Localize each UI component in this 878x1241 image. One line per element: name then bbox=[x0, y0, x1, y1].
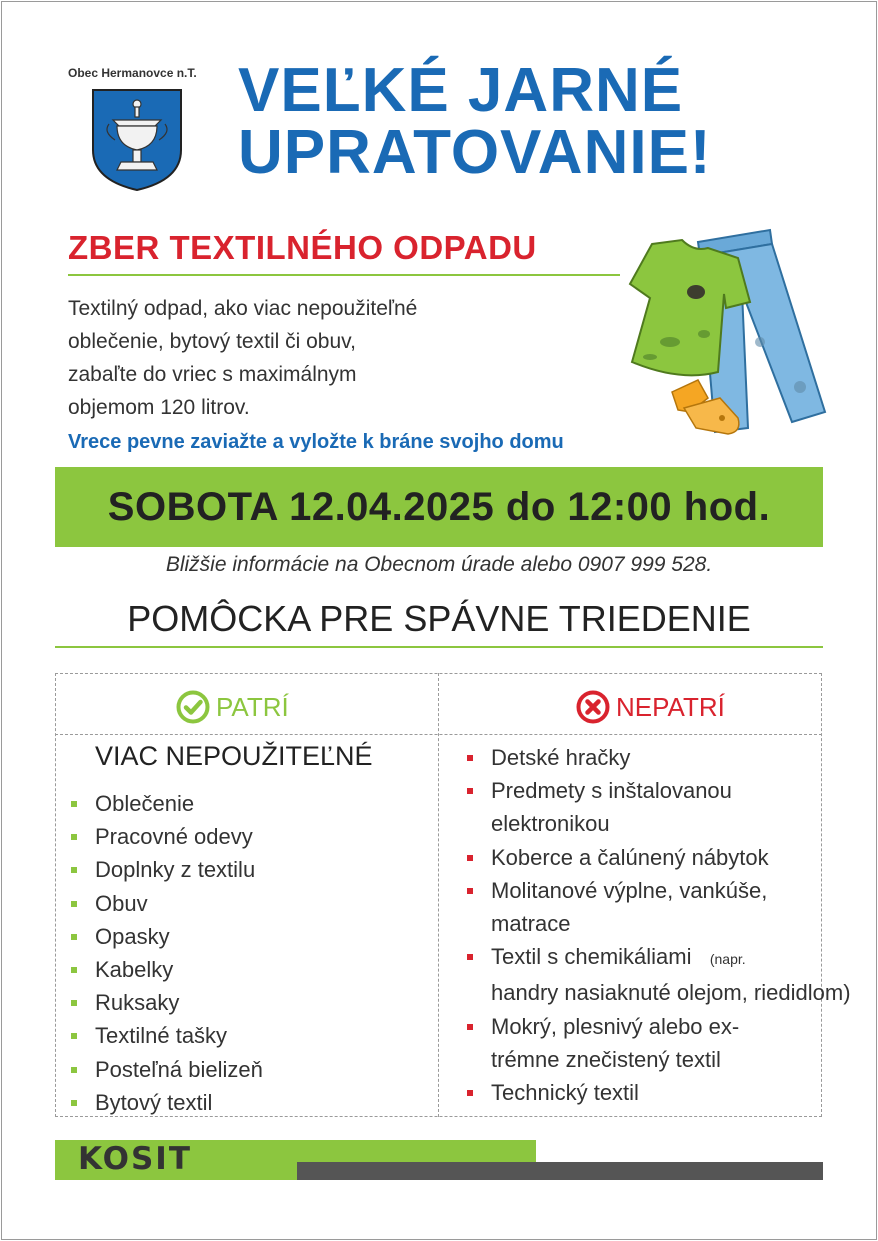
list-item: Koberce a čalúnený nábytok bbox=[467, 841, 851, 874]
main-title-line1: VEĽKÉ JARNÉ bbox=[238, 56, 684, 125]
instruction: Vrece pevne zaviažte a vyložte k bráne svojho domu bbox=[68, 431, 564, 453]
belongs-list bbox=[71, 787, 263, 1119]
table-header-divider bbox=[55, 734, 822, 735]
list-item: Kabelky bbox=[71, 953, 263, 986]
info-text: Bližšie informácie na Obecnom úrade alebo 0907 999 528. bbox=[165, 553, 713, 576]
list-item: Technický textil bbox=[467, 1076, 851, 1109]
list-item-continuation: matrace bbox=[491, 911, 571, 937]
subtitle: ZBER TEXTILNÉHO ODPADU bbox=[68, 229, 537, 266]
municipality-name: Obec Hermanovce n.T. bbox=[68, 66, 197, 80]
belongs-header-label: PATRÍ bbox=[216, 691, 289, 722]
list-item: Detské hračky bbox=[467, 741, 851, 774]
description bbox=[68, 292, 548, 424]
list-item: Bytový textil bbox=[71, 1086, 263, 1119]
clothes-illustration-icon bbox=[620, 222, 835, 447]
list-item: Obuv bbox=[71, 887, 263, 920]
subtitle-divider bbox=[68, 274, 620, 276]
not-belongs-header bbox=[576, 688, 725, 726]
coat-of-arms-icon bbox=[91, 88, 183, 192]
list-item: Mokrý, plesnivý alebo ex- bbox=[467, 1010, 851, 1043]
kosit-logo: KOSIT bbox=[78, 1141, 192, 1177]
description-line: oblečenie, bytový textil či obuv, bbox=[68, 330, 356, 353]
x-circle-icon bbox=[576, 690, 610, 724]
not-belongs-list bbox=[467, 741, 851, 1109]
list-item: Molitanové výplne, vankúše, bbox=[467, 874, 851, 907]
not-belongs-header-label: NEPATRÍ bbox=[616, 691, 725, 722]
list-item-continuation: elektronikou bbox=[491, 811, 610, 837]
list-item-note: handry nasiaknuté olejom, riedidlom) bbox=[491, 980, 851, 1006]
description-line: objemom 120 litrov. bbox=[68, 396, 250, 419]
check-circle-icon bbox=[176, 690, 210, 724]
list-item: Posteľná bielizeň bbox=[71, 1053, 263, 1086]
main-title-line2: UPRATOVANIE! bbox=[238, 118, 712, 187]
guide-divider bbox=[55, 646, 823, 648]
list-item-note: (napr. bbox=[709, 951, 746, 968]
footer-gray-bar bbox=[297, 1162, 823, 1180]
belongs-header bbox=[176, 688, 289, 726]
description-line: Textilný odpad, ako viac nepoužiteľné bbox=[68, 297, 418, 320]
list-item-text: Textil s chemikáliami bbox=[491, 944, 692, 970]
list-item: Opasky bbox=[71, 920, 263, 953]
main-title bbox=[238, 56, 838, 187]
belongs-subheading: VIAC NEPOUŽITEĽNÉ bbox=[95, 741, 373, 771]
list-item: Oblečenie bbox=[71, 787, 263, 820]
date-banner-text: SOBOTA 12.04.2025 do 12:00 hod. bbox=[107, 485, 771, 529]
list-item-continuation: trémne znečistený textil bbox=[491, 1046, 721, 1072]
list-item: Textilné tašky bbox=[71, 1019, 263, 1052]
table-column-divider bbox=[438, 673, 439, 1117]
list-item: Predmety s inštalovanou bbox=[467, 774, 851, 807]
description-line: zabaľte do vriec s maximálnym bbox=[68, 363, 357, 386]
list-item: Pracovné odevy bbox=[71, 820, 263, 853]
list-item: Ruksaky bbox=[71, 986, 263, 1019]
list-item: Doplnky z textilu bbox=[71, 853, 263, 886]
guide-title: POMÔCKA PRE SPÁVNE TRIEDENIE bbox=[127, 598, 751, 639]
list-item bbox=[467, 940, 851, 976]
